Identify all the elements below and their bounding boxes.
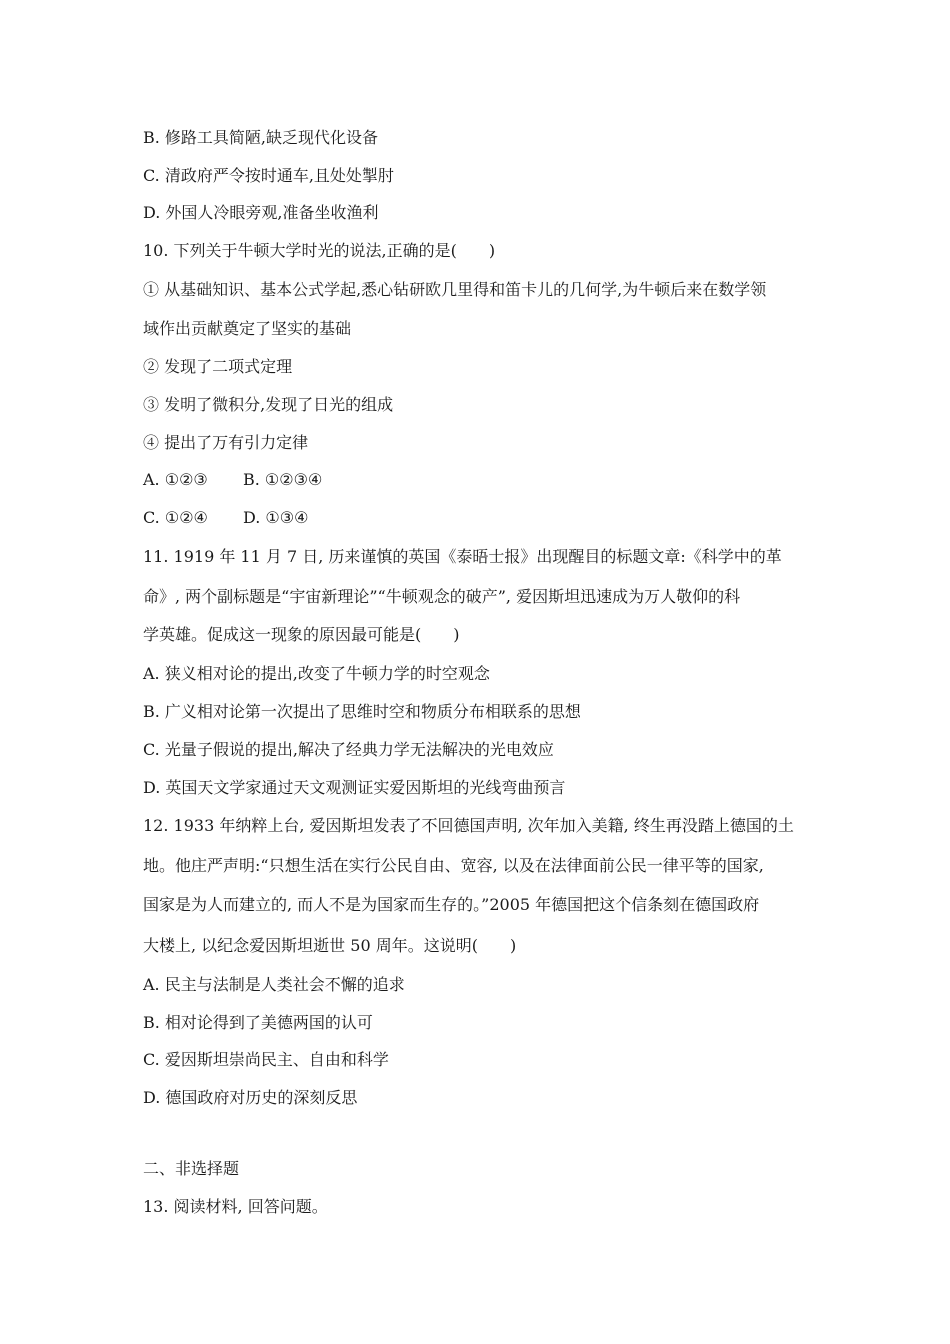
q11-option-a: A. 狭义相对论的提出,改变了牛顿力学的时空观念 bbox=[143, 664, 490, 683]
q10-options-row-2 bbox=[143, 507, 309, 529]
q12-option-c: C. 爱因斯坦崇尚民主、自由和科学 bbox=[143, 1050, 389, 1069]
q12-stem-line-2: 地。他庄严声明:“只想生活在实行公民自由、宽容, 以及在法律面前公民一律平等的国家, bbox=[143, 856, 764, 875]
q10-stem: 10. 下列关于牛顿大学时光的说法,正确的是( ) bbox=[143, 241, 496, 260]
q10-item-3: ③ 发明了微积分,发现了日光的组成 bbox=[143, 395, 394, 414]
q12-option-a: A. 民主与法制是人类社会不懈的追求 bbox=[143, 975, 405, 994]
q12-option-b: B. 相对论得到了美德两国的认可 bbox=[143, 1013, 373, 1032]
q10-option-c: C. ①②④ bbox=[143, 508, 208, 527]
q11-stem-line-2: 命》, 两个副标题是“宇宙新理论”“牛顿观念的破产”, 爱因斯坦迅速成为万人敬仰的科 bbox=[143, 587, 741, 606]
q11-option-c: C. 光量子假说的提出,解决了经典力学无法解决的光电效应 bbox=[143, 740, 554, 759]
q13-stem: 13. 阅读材料, 回答问题。 bbox=[143, 1197, 328, 1216]
q10-item-2: ② 发现了二项式定理 bbox=[143, 357, 293, 376]
q10-item-4: ④ 提出了万有引力定律 bbox=[143, 433, 309, 452]
q12-stem-line-1: 12. 1933 年纳粹上台, 爱因斯坦发表了不回德国声明, 次年加入美籍, 终生再没踏上德国的土 bbox=[143, 816, 794, 835]
q12-stem-line-3: 国家是为人而建立的, 而人不是为国家而生存的。”2005 年德国把这个信条刻在德国政府 bbox=[143, 895, 760, 914]
q10-option-d: D. ①③④ bbox=[243, 508, 309, 527]
q10-options-row-1 bbox=[143, 469, 323, 491]
section-heading-non-choice: 二、非选择题 bbox=[143, 1159, 240, 1178]
q11-stem-line-3: 学英雄。促成这一现象的原因最可能是( ) bbox=[143, 625, 460, 644]
q10-item-1-line-1: ① 从基础知识、基本公式学起,悉心钻研欧几里得和笛卡儿的几何学,为牛顿后来在数学领 bbox=[143, 280, 767, 299]
q11-option-b: B. 广义相对论第一次提出了思维时空和物质分布相联系的思想 bbox=[143, 702, 581, 721]
q10-option-a: A. ①②③ bbox=[143, 470, 208, 489]
q11-option-d: D. 英国天文学家通过天文观测证实爱因斯坦的光线弯曲预言 bbox=[143, 778, 566, 797]
q9-option-b: B. 修路工具简陋,缺乏现代化设备 bbox=[143, 128, 379, 147]
q10-option-b: B. ①②③④ bbox=[243, 470, 323, 489]
q12-stem-line-4: 大楼上, 以纪念爱因斯坦逝世 50 周年。这说明( ) bbox=[143, 936, 517, 955]
q12-option-d: D. 德国政府对历史的深刻反思 bbox=[143, 1088, 358, 1107]
q11-stem-line-1: 11. 1919 年 11 月 7 日, 历来谨慎的英国《泰晤士报》出现醒目的标题文章:《科学中的革 bbox=[143, 547, 782, 566]
q10-item-1-line-2: 域作出贡献奠定了坚实的基础 bbox=[143, 319, 352, 338]
q9-option-d: D. 外国人冷眼旁观,准备坐收渔利 bbox=[143, 203, 379, 222]
q9-option-c: C. 清政府严令按时通车,且处处掣肘 bbox=[143, 166, 394, 185]
